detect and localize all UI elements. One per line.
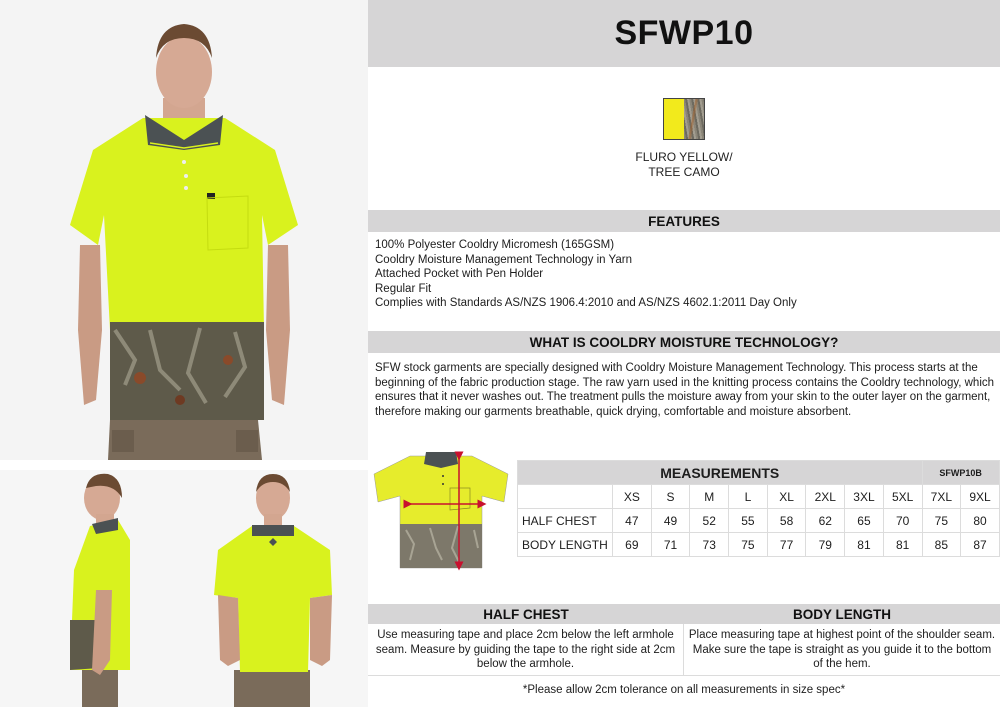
measurement-cell: 81 [883,533,922,557]
size-header: 2XL [806,485,845,509]
model-front-illustration [0,0,368,460]
title-bar [368,0,1000,67]
feature-item: 100% Polyester Cooldry Micromesh (165GSM) [375,239,615,251]
measurement-cell: 55 [729,509,768,533]
size-header: 7XL [922,485,961,509]
extended-sizes-code: SFWP10B [922,461,999,485]
model-back-illustration [184,470,368,707]
model-side-illustration [0,470,184,707]
table-row-body-length [518,533,1000,557]
measurement-cell: 65 [845,509,884,533]
guide-headings [368,604,1000,624]
measurement-cell: 81 [845,533,884,557]
row-label: HALF CHEST [518,509,613,533]
measurement-cell: 80 [961,509,1000,533]
features-heading: FEATURES [368,210,1000,232]
features-list [375,238,797,311]
product-code-title: SFWP10 [614,14,754,52]
feature-item: Regular Fit [375,282,432,295]
measurement-cell: 79 [806,533,845,557]
colour-swatch [663,98,705,140]
front-view-photo [0,0,368,460]
colour-label-line2: TREE CAMO [648,165,720,179]
measurement-diagram [370,446,512,572]
measurement-cell: 52 [690,509,729,533]
measurement-cell: 75 [729,533,768,557]
tree-camo-swatch [684,99,704,139]
cooldry-heading: WHAT IS COOLDRY MOISTURE TECHNOLOGY? [368,331,1000,353]
side-view-photo [0,470,184,707]
feature-item: Attached Pocket with Pen Holder [375,268,544,281]
measurement-cell: 49 [651,509,690,533]
row-label: BODY LENGTH [518,533,613,557]
back-view-photo [184,470,368,707]
colour-swatch-block [368,98,1000,180]
measurement-cell: 71 [651,533,690,557]
half-chest-heading: HALF CHEST [368,604,684,624]
measurements-heading: MEASUREMENTS [518,461,923,485]
half-chest-column [368,624,684,675]
measurement-cell: 62 [806,509,845,533]
half-chest-instructions: Use measuring tape and place 2cm below the left armhole seam. Measure by guiding the tape to the right side at 2cm below the armhole. [368,624,684,675]
size-header: 3XL [845,485,884,509]
size-header: XS [613,485,652,509]
shirt-measurement-illustration [370,446,512,572]
guide-instructions [368,624,1000,676]
measurement-cell: 77 [767,533,806,557]
empty-header-cell [518,485,613,509]
size-header: L [729,485,768,509]
size-header-row [518,485,1000,509]
feature-item: Cooldry Moisture Management Technology in Yarn [375,253,632,266]
tolerance-note: *Please allow 2cm tolerance on all measurements in size spec* [522,684,846,696]
colour-label [368,150,1000,180]
body-length-heading: BODY LENGTH [684,604,1000,624]
size-header: XL [767,485,806,509]
size-header: 5XL [883,485,922,509]
body-length-column [684,624,1000,675]
measurements-table [517,460,1000,557]
body-length-instructions: Place measuring tape at highest point of the shoulder seam. Make sure the tape is straight as you guide it to the bottom of the hem. [688,629,996,671]
spec-sheet [368,0,1000,707]
colour-label-line1: FLURO YELLOW/ [635,150,733,164]
measurement-cell: 69 [613,533,652,557]
measurement-cell: 70 [883,509,922,533]
size-header: 9XL [961,485,1000,509]
measurement-cell: 85 [922,533,961,557]
measuring-guide [368,604,1000,696]
table-row-half-chest [518,509,1000,533]
product-photos [0,0,368,707]
size-header: S [651,485,690,509]
measurement-cell: 58 [767,509,806,533]
size-header: M [690,485,729,509]
measurement-cell: 73 [690,533,729,557]
measurement-cell: 75 [922,509,961,533]
measurement-cell: 87 [961,533,1000,557]
cooldry-description: SFW stock garments are specially designed with Cooldry Moisture Management Technology. This process starts at the beginning of the fabric production stage. The raw yarn used in the knitting process contains the Cooldry technology, which ensures that it never washes out. The treatment pulls the moisture away from your skin to the outer layer on the garment, therefore making our garments breathable, quick drying, comfortable and moisture absorbent. [375,362,995,418]
fluro-yellow-swatch [664,99,684,139]
feature-item: Complies with Standards AS/NZS 1906.4:2010 and AS/NZS 4602.1:2011 Day Only [375,297,797,310]
measurement-cell: 47 [613,509,652,533]
